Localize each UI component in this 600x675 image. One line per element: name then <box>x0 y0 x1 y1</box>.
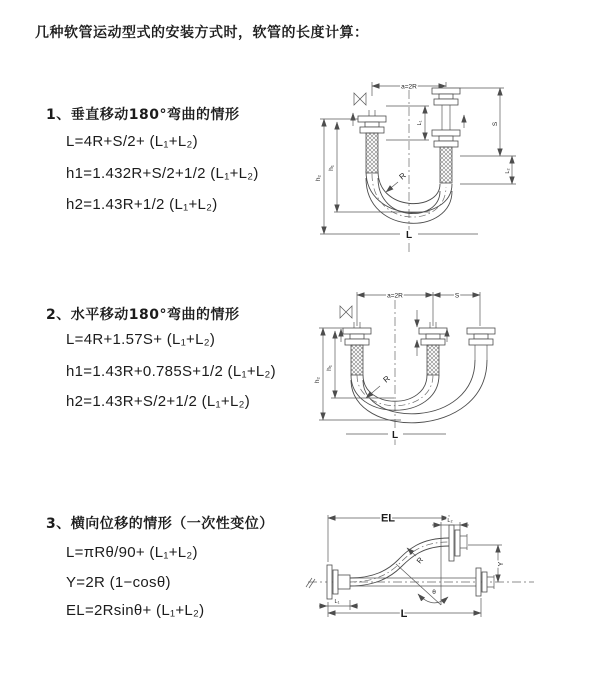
section-3-heading: 3、横向位移的情形（一次性变位） <box>46 516 274 532</box>
diagram-vertical-180-bend <box>310 66 525 258</box>
diagram-lateral-displacement <box>296 498 546 648</box>
dim-label-radius: R <box>414 555 426 566</box>
hose-curve <box>350 546 449 586</box>
diagram-horizontal-180-bend <box>306 284 541 454</box>
section-1-heading: 1、垂直移动180°弯曲的情形 <box>46 107 240 123</box>
section-2-formula-h2: h2=1.43R+S/2+1/2 (L₁+L₂) <box>66 393 251 410</box>
section-1-formula-l: L=4R+S/2+ (L₁+L₂) <box>66 133 198 150</box>
section-2-formula-l: L=4R+1.57S+ (L₁+L₂) <box>66 331 216 348</box>
dim-label-length: L <box>400 608 408 620</box>
dim-label-s: S <box>492 121 499 127</box>
braided-hose-section <box>440 147 452 183</box>
section-3-formula-el: EL=2Rsinθ+ (L₁+L₂) <box>66 602 205 619</box>
braided-hose-section <box>427 345 439 375</box>
dim-label-h2: h₂ <box>314 376 321 384</box>
dim-label-h1: h₁ <box>326 365 333 371</box>
section-1-formula-h2: h2=1.43R+1/2 (L₁+L₂) <box>66 196 218 213</box>
dim-label-span: a=2R <box>401 83 417 91</box>
dim-label-y: Y <box>498 561 505 567</box>
page-title: 几种软管运动型式的安装方式时，软管的长度计算： <box>35 25 369 41</box>
braided-hose-section <box>351 345 363 375</box>
dim-label-l2: L₂ <box>505 168 511 174</box>
dim-label-radius: R <box>381 373 392 385</box>
valve-icon <box>340 306 352 318</box>
hose-curve <box>363 360 475 414</box>
section-3-formula-l: L=πRθ/90+ (L₁+L₂) <box>66 544 198 561</box>
dim-label-length: L <box>405 230 413 241</box>
dim-label-l1: L₁ <box>417 120 423 126</box>
section-2-heading: 2、水平移动180°弯曲的情形 <box>46 307 240 323</box>
dim-label-l2: L₂ <box>447 518 453 524</box>
hose-centerline <box>350 542 449 582</box>
dim-label-length: L <box>391 430 399 441</box>
dim-label-l1: L₁ <box>334 599 340 605</box>
dim-label-span: a=2R <box>387 292 403 300</box>
valve-icon <box>354 93 366 105</box>
dim-label-theta: θ <box>432 589 436 596</box>
dim-label-h2: h₂ <box>315 174 322 182</box>
dim-label-h1: h₁ <box>328 165 335 171</box>
break-mark <box>306 578 315 588</box>
dim-label-radius: R <box>397 170 408 182</box>
section-2-formula-h1: h1=1.43R+0.785S+1/2 (L₁+L₂) <box>66 363 276 380</box>
dim-label-el: EL <box>380 512 396 525</box>
dim-label-s: S <box>454 292 460 300</box>
hose-curve <box>350 538 449 578</box>
section-3-formula-y: Y=2R (1−cosθ) <box>66 574 171 591</box>
braided-hose-section <box>366 133 378 173</box>
section-1-formula-h1: h1=1.432R+S/2+1/2 (L₁+L₂) <box>66 165 259 182</box>
